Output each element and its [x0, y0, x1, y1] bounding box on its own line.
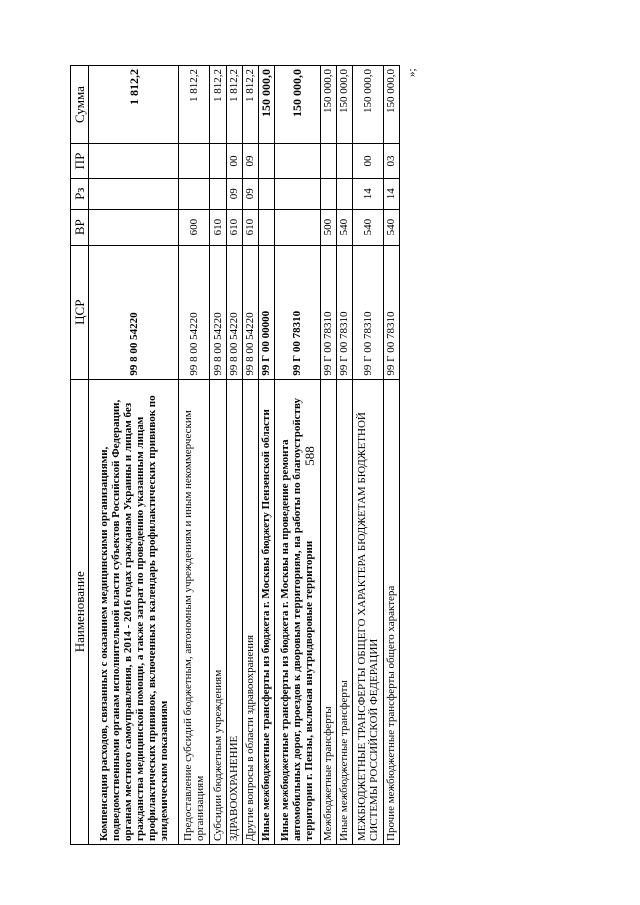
row-vr-cell: [258, 209, 274, 245]
row-name-cell: Другие вопросы в области здравоохранения: [242, 379, 258, 844]
row-sum-cell: 150 000,0: [383, 66, 399, 144]
row-pr-cell: 03: [383, 144, 399, 179]
row-csr-cell: 99 Г 00 78310: [352, 245, 383, 379]
table-header-row: [71, 66, 89, 845]
row-csr-cell: 99 8 00 54220: [210, 245, 226, 379]
header-vr: ВР: [71, 209, 89, 245]
row-sum-cell: 150 000,0: [258, 66, 274, 144]
row-rz-cell: [89, 178, 179, 209]
row-name-cell: ЗДРАВООХРАНЕНИЕ: [226, 379, 242, 844]
closing-quote-mark: »;: [406, 68, 418, 77]
row-pr-cell: [89, 144, 179, 179]
row-vr-cell: 600: [179, 209, 210, 245]
row-pr-cell: 00: [352, 144, 383, 179]
row-name-cell: Субсидии бюджетным учреждениям: [210, 379, 226, 844]
row-sum-cell: 150 000,0: [352, 66, 383, 144]
row-sum-cell: 150 000,0: [336, 66, 352, 144]
row-sum-cell: 1 812,2: [210, 66, 226, 144]
table-row: [336, 66, 352, 845]
header-rz: Рз: [71, 178, 89, 209]
row-csr-cell: 99 Г 00 78310: [320, 245, 336, 379]
row-vr-cell: 610: [242, 209, 258, 245]
row-csr-cell: 99 Г 00 78310: [336, 245, 352, 379]
row-csr-cell: 99 8 00 54220: [226, 245, 242, 379]
page-number: 588: [302, 446, 317, 466]
row-pr-cell: [274, 144, 320, 179]
row-pr-cell: 09: [242, 144, 258, 179]
row-rz-cell: [336, 178, 352, 209]
row-name-cell: Иные межбюджетные трансферты из бюджета г. Москвы на проведение ремонта автомобильных дорог, проездов к дворовым территориям, на работы по благоустройству территории г. Пензы, включая внутридворовые территории: [274, 379, 320, 844]
row-sum-cell: 150 000,0: [274, 66, 320, 144]
row-pr-cell: [258, 144, 274, 179]
row-csr-cell: 99 8 00 54220: [242, 245, 258, 379]
row-vr-cell: 540: [352, 209, 383, 245]
row-name-cell: Иные межбюджетные трансферты: [336, 379, 352, 844]
budget-table: [70, 65, 400, 845]
table-row: [242, 66, 258, 845]
header-csr: ЦСР: [71, 245, 89, 379]
row-name-cell: Межбюджетные трансферты: [320, 379, 336, 844]
row-pr-cell: [336, 144, 352, 179]
row-pr-cell: 00: [226, 144, 242, 179]
row-pr-cell: [179, 144, 210, 179]
row-csr-cell: 99 8 00 54220: [89, 245, 179, 379]
row-rz-cell: 09: [242, 178, 258, 209]
row-vr-cell: [274, 209, 320, 245]
row-vr-cell: 500: [320, 209, 336, 245]
row-rz-cell: 14: [352, 178, 383, 209]
row-vr-cell: 610: [210, 209, 226, 245]
row-name-cell: Прочие межбюджетные трансферты общего характера: [383, 379, 399, 844]
row-sum-cell: 1 812,2: [89, 66, 179, 144]
row-sum-cell: 1 812,2: [242, 66, 258, 144]
table-row: [383, 66, 399, 845]
row-sum-cell: 1 812,2: [179, 66, 210, 144]
row-rz-cell: [320, 178, 336, 209]
table-row: [320, 66, 336, 845]
table-row: [352, 66, 383, 845]
row-name-cell: Компенсация расходов, связанных с оказанием медицинскими организациями, подведомственными органам исполнительной власти субъектов Российской Федерации, органам местного самоуправления, в 2014 - 2016 годах гражданам Украины и лицам без гражданства медицинской помощи, а также затрат по проведению указанным лицам профилактических прививок, включенных в календарь профилактических прививок по эпидемическим показаниям: [89, 379, 179, 844]
header-name: Наименование: [71, 379, 89, 844]
row-rz-cell: [258, 178, 274, 209]
row-name-cell: Предоставление субсидий бюджетным, автономным учреждениям и иным некоммерческим организациям: [179, 379, 210, 844]
table-row: [274, 66, 320, 845]
row-vr-cell: [89, 209, 179, 245]
row-rz-cell: [210, 178, 226, 209]
table-row: [210, 66, 226, 845]
header-pr: ПР: [71, 144, 89, 179]
row-vr-cell: 610: [226, 209, 242, 245]
table-row: [258, 66, 274, 845]
table-row: [89, 66, 179, 845]
row-sum-cell: 150 000,0: [320, 66, 336, 144]
row-csr-cell: 99 Г 00 00000: [258, 245, 274, 379]
row-csr-cell: 99 Г 00 78310: [274, 245, 320, 379]
row-sum-cell: 1 812,2: [226, 66, 242, 144]
row-name-cell: МЕЖБЮДЖЕТНЫЕ ТРАНСФЕРТЫ ОБЩЕГО ХАРАКТЕРА БЮДЖЕТАМ БЮДЖЕТНОЙ СИСТЕМЫ РОССИЙСКОЙ ФЕДЕРАЦИИ: [352, 379, 383, 844]
row-rz-cell: [179, 178, 210, 209]
table-row: [226, 66, 242, 845]
row-vr-cell: 540: [383, 209, 399, 245]
table-row: [179, 66, 210, 845]
table-body: [89, 66, 400, 845]
row-rz-cell: 09: [226, 178, 242, 209]
row-csr-cell: 99 Г 00 78310: [383, 245, 399, 379]
row-name-cell: Иные межбюджетные трансферты из бюджета г. Москвы бюджету Пензенской области: [258, 379, 274, 844]
budget-table-sheet: [70, 65, 400, 845]
header-sum: Сумма: [71, 66, 89, 144]
row-rz-cell: [274, 178, 320, 209]
row-rz-cell: 14: [383, 178, 399, 209]
row-csr-cell: 99 8 00 54220: [179, 245, 210, 379]
row-pr-cell: [320, 144, 336, 179]
row-vr-cell: 540: [336, 209, 352, 245]
row-pr-cell: [210, 144, 226, 179]
